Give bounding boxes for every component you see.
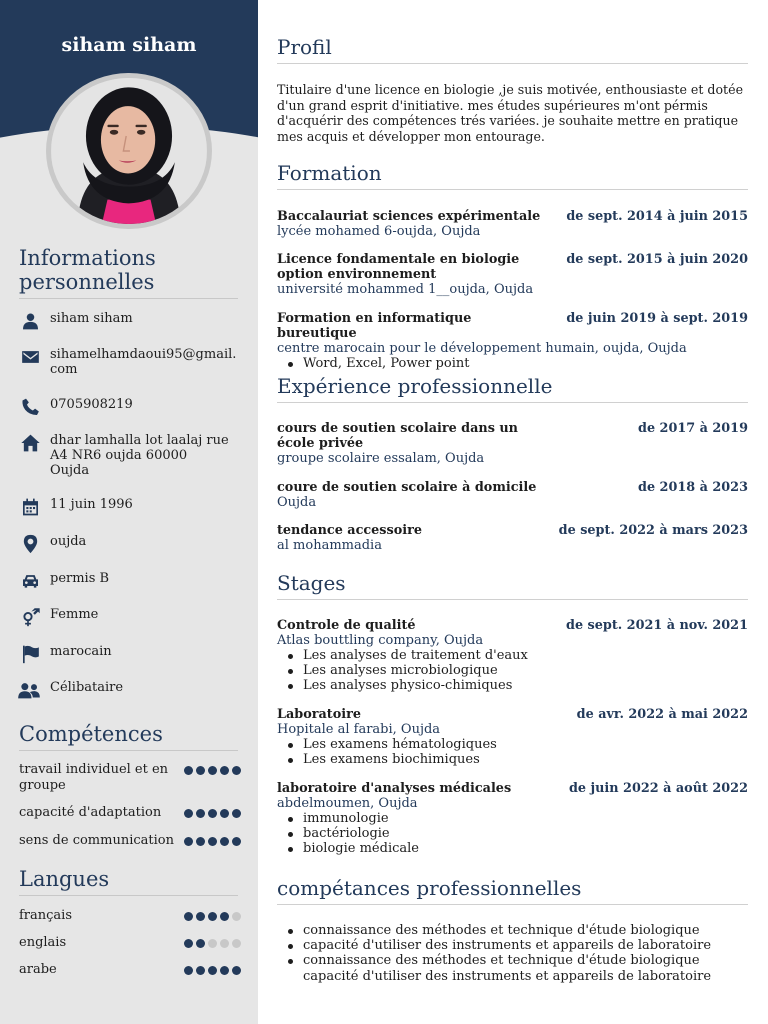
language-row (19, 935, 241, 951)
skill-row (19, 833, 241, 849)
entry-title: Controle de qualité (277, 618, 416, 633)
info-birthdate: 11 juin 1996 (50, 497, 133, 512)
language-label: englais (19, 935, 67, 950)
entry-title: Baccalauriat sciences expérimentale (277, 209, 541, 224)
level-dot-filled (232, 809, 241, 818)
entry-place: centre marocain pour le développement humain, oujda, Oujda (277, 341, 687, 356)
level-dot-filled (184, 939, 193, 948)
profile-photo (46, 73, 212, 229)
level-dot-filled (184, 837, 193, 846)
language-row (19, 962, 241, 978)
list-item: connaissance des méthodes et technique d'étude biologique capacité d'utiliser des instruments et appareils de laboratoire (277, 953, 748, 983)
info-address: dhar lamhalla lot laalaj rue A4 NR6 oujda 60000 Oujda (50, 433, 229, 478)
language-label: arabe (19, 962, 57, 977)
experience-entry (277, 523, 748, 553)
internships-heading: Stages (277, 571, 748, 600)
entry-place: Oujda (277, 495, 317, 510)
list-item: capacité d'utiliser des instruments et appareils de laboratoire (277, 938, 748, 953)
personal-info-heading: Informations personnelles (19, 246, 238, 299)
pro-skills-list (277, 923, 748, 984)
level-dot-filled (232, 966, 241, 975)
education-entry (277, 311, 748, 371)
level-dot-empty (208, 939, 217, 948)
info-birthdate-row (19, 497, 241, 517)
education-heading: Formation (277, 161, 748, 190)
level-dot-filled (184, 766, 193, 775)
map-pin-icon (19, 534, 41, 554)
flag-icon (19, 644, 41, 664)
language-row (19, 908, 241, 924)
home-icon (19, 433, 41, 453)
language-label: français (19, 908, 73, 923)
experience-entry (277, 480, 748, 510)
info-license: permis B (50, 571, 110, 586)
list-item: Les analyses de traitement d'eaux (277, 648, 748, 663)
level-dot-filled (220, 966, 229, 975)
info-email[interactable]: sihamelhamdaoui95@gmail.com (50, 347, 237, 377)
entry-place: lycée mohamed 6-oujda, Oujda (277, 224, 481, 239)
level-dot-filled (196, 766, 205, 775)
phone-icon (19, 397, 41, 417)
skill-level-dots (184, 837, 241, 846)
entry-date: de sept. 2014 à juin 2015 (566, 209, 748, 224)
entry-date: de juin 2019 à sept. 2019 (566, 311, 748, 326)
info-marital-row (19, 680, 241, 700)
skill-row (19, 805, 241, 821)
level-dot-filled (208, 837, 217, 846)
info-name: siham siham (50, 311, 133, 326)
entry-title: cours de soutien scolaire dans un école privée (277, 421, 518, 451)
users-icon (17, 680, 41, 700)
sidebar (0, 0, 258, 1024)
skill-label: sens de communication (19, 833, 174, 848)
info-license-row (19, 571, 241, 591)
level-dot-filled (220, 837, 229, 846)
info-nationality: marocain (50, 644, 112, 659)
entry-place: université mohammed 1__oujda, Oujda (277, 282, 534, 297)
info-gender: Femme (50, 607, 99, 622)
level-dot-filled (184, 966, 193, 975)
entry-title: laboratoire d'analyses médicales (277, 781, 512, 796)
level-dot-filled (208, 766, 217, 775)
entry-date: de sept. 2021 à nov. 2021 (566, 618, 748, 633)
info-city: oujda (50, 534, 87, 549)
info-nationality-row (19, 644, 241, 664)
gender-icon (19, 607, 41, 627)
level-dot-filled (232, 766, 241, 775)
language-level-dots (184, 966, 241, 975)
skill-level-dots (184, 766, 241, 775)
experience-heading: Expérience professionnelle (277, 374, 748, 403)
language-level-dots (184, 939, 241, 948)
list-item: immunologie (277, 811, 748, 826)
profile-heading: Profil (277, 35, 748, 64)
entry-title: tendance accessoire (277, 523, 422, 538)
user-icon (19, 311, 41, 331)
level-dot-filled (196, 912, 205, 921)
level-dot-filled (220, 912, 229, 921)
skill-label: capacité d'adaptation (19, 805, 162, 820)
entry-title: Laboratoire (277, 707, 361, 722)
info-phone: 0705908219 (50, 397, 133, 412)
skill-label: travail individuel et en groupe (19, 762, 169, 793)
skill-level-dots (184, 809, 241, 818)
level-dot-filled (208, 912, 217, 921)
entry-date: de 2017 à 2019 (638, 421, 748, 436)
entry-date: de sept. 2015 à juin 2020 (566, 252, 748, 267)
entry-title: Formation en informatique bureutique (277, 311, 472, 341)
entry-place: Atlas bouttling company, Oujda (277, 633, 484, 648)
internship-entry (277, 707, 748, 767)
entry-date: de avr. 2022 à mai 2022 (576, 707, 748, 722)
list-item: bactériologie (277, 826, 748, 841)
level-dot-filled (184, 912, 193, 921)
list-item: Les examens biochimiques (277, 752, 748, 767)
level-dot-filled (184, 809, 193, 818)
list-item: Word, Excel, Power point (277, 356, 748, 371)
level-dot-filled (196, 966, 205, 975)
education-entry (277, 252, 748, 297)
internship-entry (277, 618, 748, 694)
info-address-row (19, 433, 241, 478)
entry-title: coure de soutien scolaire à domicile (277, 480, 537, 495)
info-city-row (19, 534, 241, 554)
level-dot-empty (220, 939, 229, 948)
person-name: siham siham (61, 34, 197, 56)
education-entry (277, 209, 748, 239)
entry-place: groupe scolaire essalam, Oujda (277, 451, 485, 466)
entry-place: Hopitale al farabi, Oujda (277, 722, 441, 737)
entry-place: al mohammadia (277, 538, 382, 553)
level-dot-filled (220, 766, 229, 775)
entry-title: Licence fondamentale en biologie option environnement (277, 252, 520, 282)
level-dot-empty (232, 912, 241, 921)
profile-text: Titulaire d'une licence en biologie ,je suis motivée, enthousiaste et dotée d'un grand esprit d'initiative. mes études supérieures m'ont pérmis d'acquérir des compétences trés variées. je souhaite mettre en pratique mes acquis et développer mon entourage. (277, 82, 744, 144)
pro-skills-heading: compétances professionnelles (277, 876, 748, 905)
main-content (277, 0, 748, 1024)
info-name-row (19, 311, 241, 331)
list-item: Les analyses microbiologique (277, 663, 748, 678)
info-gender-row (19, 607, 241, 627)
level-dot-filled (208, 966, 217, 975)
skill-row (19, 762, 241, 794)
info-email-row (19, 347, 241, 377)
portrait-illustration (51, 78, 207, 224)
level-dot-filled (208, 809, 217, 818)
info-marital-status: Célibataire (50, 680, 124, 695)
internship-entry (277, 781, 748, 857)
entry-date: de 2018 à 2023 (638, 480, 748, 495)
car-icon (19, 571, 41, 591)
level-dot-filled (196, 939, 205, 948)
language-level-dots (184, 912, 241, 921)
entry-date: de sept. 2022 à mars 2023 (558, 523, 748, 538)
level-dot-empty (232, 939, 241, 948)
entry-date: de juin 2022 à août 2022 (568, 781, 748, 796)
languages-heading: Langues (19, 867, 238, 896)
level-dot-filled (220, 809, 229, 818)
envelope-icon (19, 347, 41, 367)
skills-heading: Compétences (19, 722, 238, 751)
list-item: biologie médicale (277, 841, 748, 856)
entry-place: abdelmoumen, Oujda (277, 796, 418, 811)
calendar-icon (19, 497, 41, 517)
info-phone-row (19, 397, 241, 417)
level-dot-filled (196, 837, 205, 846)
level-dot-filled (232, 837, 241, 846)
experience-entry (277, 421, 748, 466)
level-dot-filled (196, 809, 205, 818)
list-item: connaissance des méthodes et technique d'étude biologique (277, 923, 748, 938)
list-item: Les examens hématologiques (277, 737, 748, 752)
list-item: Les analyses physico-chimiques (277, 678, 748, 693)
